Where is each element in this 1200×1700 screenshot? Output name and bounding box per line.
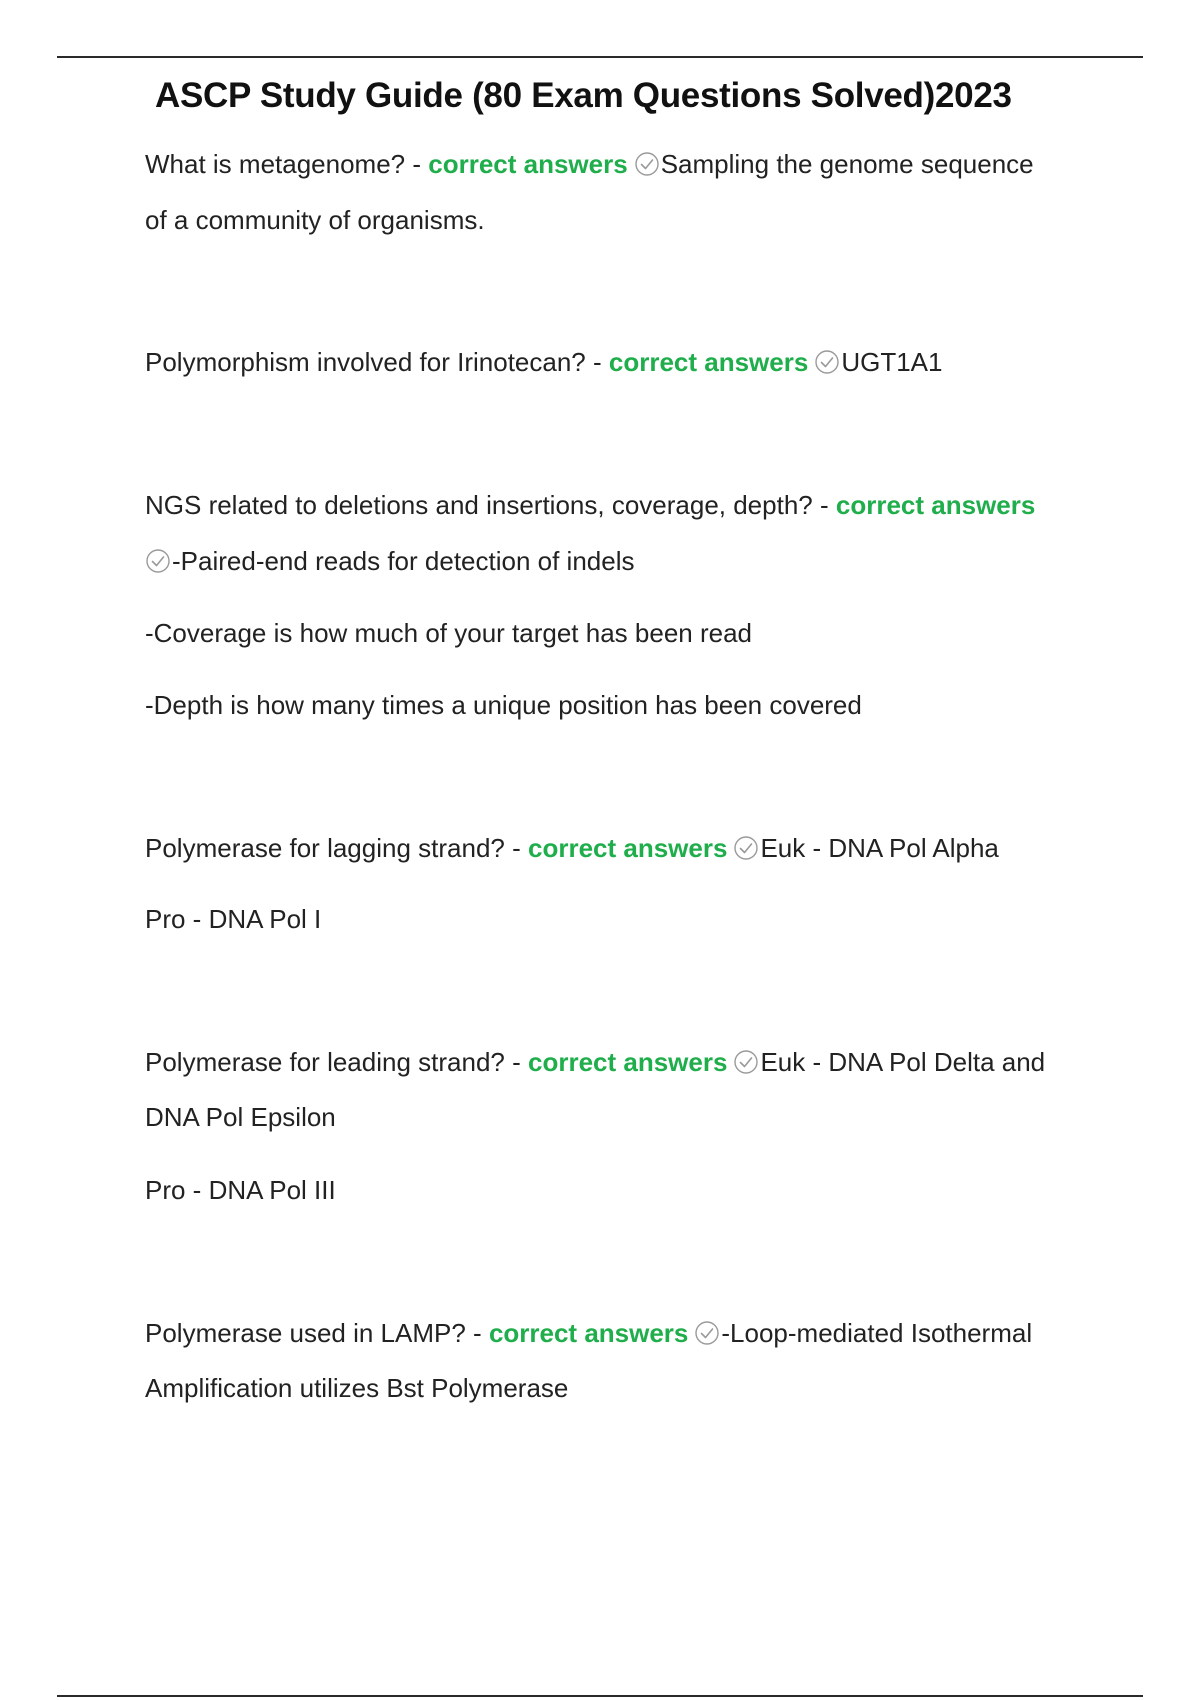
qa-5-question: Polymerase for leading strand? bbox=[145, 1047, 505, 1077]
correct-answers-label: correct answers bbox=[608, 347, 809, 377]
qa-2-question-line bbox=[145, 346, 942, 378]
qa-3-question-line bbox=[145, 489, 1035, 521]
qa-6-answer-line-2: Amplification utilizes Bst Polymerase bbox=[145, 1373, 569, 1403]
separator: - bbox=[504, 1047, 528, 1077]
qa-5-answer-line-3: Pro - DNA Pol III bbox=[145, 1175, 336, 1205]
qa-1-question: What is metagenome? bbox=[145, 149, 406, 179]
separator: - bbox=[812, 490, 836, 520]
qa-4-question-line bbox=[145, 832, 999, 864]
qa-1-answer-line-2: of a community of organisms. bbox=[145, 205, 485, 235]
qa-6-answer: -Loop-mediated Isothermal bbox=[721, 1318, 1033, 1348]
qa-3-answer-line-3: -Depth is how many times a unique position has been covered bbox=[145, 690, 862, 720]
qa-4-answer-line-2: Pro - DNA Pol I bbox=[145, 904, 322, 934]
qa-3-answer-line-1 bbox=[145, 545, 635, 577]
separator: - bbox=[585, 347, 609, 377]
check-circle-icon bbox=[733, 835, 759, 861]
check-circle-icon bbox=[694, 1320, 720, 1346]
qa-3-answer: -Paired-end reads for detection of indels bbox=[172, 546, 635, 576]
qa-2-question: Polymorphism involved for Irinotecan? bbox=[145, 347, 586, 377]
qa-1-answer: Sampling the genome sequence bbox=[660, 149, 1034, 179]
qa-4-question: Polymerase for lagging strand? bbox=[145, 833, 505, 863]
qa-5-answer-line-2: DNA Pol Epsilon bbox=[145, 1102, 336, 1132]
qa-5-answer: Euk - DNA Pol Delta and bbox=[760, 1047, 1046, 1077]
top-divider bbox=[57, 56, 1143, 58]
qa-2-answer: UGT1A1 bbox=[841, 347, 943, 377]
check-circle-icon bbox=[145, 548, 171, 574]
correct-answers-label: correct answers bbox=[488, 1318, 689, 1348]
page-title: ASCP Study Guide (80 Exam Questions Solved)2023 bbox=[155, 76, 1012, 115]
qa-3-answer-line-2: -Coverage is how much of your target has been read bbox=[145, 618, 753, 648]
correct-answers-label: correct answers bbox=[428, 149, 628, 179]
qa-3-question: NGS related to deletions and insertions, coverage, depth? bbox=[145, 490, 813, 520]
check-circle-icon bbox=[733, 1049, 759, 1075]
separator: - bbox=[405, 149, 429, 179]
qa-6-question: Polymerase used in LAMP? bbox=[145, 1318, 466, 1348]
qa-6-question-line bbox=[145, 1317, 1032, 1349]
separator: - bbox=[465, 1318, 489, 1348]
bottom-divider bbox=[57, 1695, 1143, 1697]
qa-4-answer: Euk - DNA Pol Alpha bbox=[760, 833, 999, 863]
correct-answers-label: correct answers bbox=[527, 833, 728, 863]
correct-answers-label: correct answers bbox=[527, 1047, 728, 1077]
qa-1-question-line bbox=[145, 148, 1034, 180]
separator: - bbox=[504, 833, 528, 863]
check-circle-icon bbox=[634, 151, 660, 177]
correct-answers-label: correct answers bbox=[835, 490, 1036, 520]
check-circle-icon bbox=[814, 349, 840, 375]
qa-5-question-line bbox=[145, 1046, 1045, 1078]
